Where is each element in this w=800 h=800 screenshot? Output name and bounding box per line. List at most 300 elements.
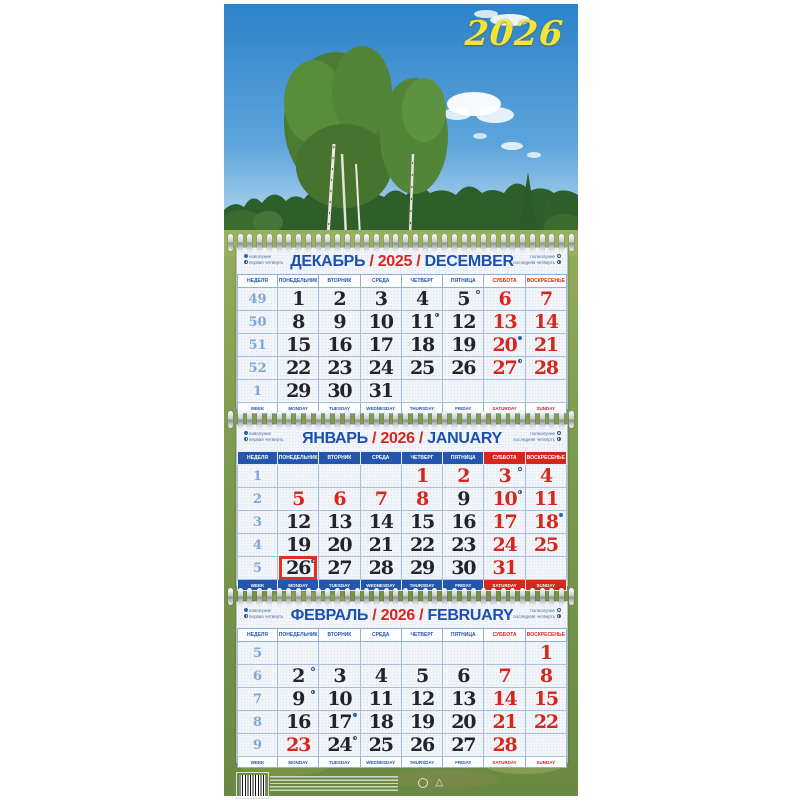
date-cell	[443, 288, 484, 311]
date-number: 15	[409, 511, 434, 533]
date-number: 25	[533, 534, 558, 556]
date-number: 19	[409, 711, 434, 733]
date-number: 17	[327, 711, 352, 733]
date-cell	[319, 311, 360, 334]
week-number: 1	[238, 380, 278, 403]
moon-full-icon	[311, 667, 315, 671]
spiral-loop	[384, 588, 389, 605]
spiral-loop	[335, 411, 340, 428]
date-number: 7	[539, 288, 552, 310]
separator: /	[372, 430, 377, 447]
week-number: 9	[238, 734, 278, 757]
date-number: 7	[374, 488, 387, 510]
day-of-week-header: ПЯТНИЦА	[443, 275, 484, 288]
spiral-loop	[510, 411, 515, 428]
spiral-binding	[228, 588, 574, 605]
date-cell	[278, 334, 319, 357]
spiral-loop	[228, 588, 233, 605]
day-of-week-footer: SUNDAY	[525, 403, 566, 414]
day-of-week-footer: WEDNESDAY	[360, 757, 401, 768]
date-number: 21	[368, 534, 393, 556]
day-of-week-footer: SATURDAY	[484, 757, 525, 768]
date-cell	[360, 311, 401, 334]
day-of-week-header: ВТОРНИК	[319, 452, 360, 465]
date-cell	[484, 380, 525, 403]
moon-lq-icon	[435, 313, 439, 317]
spiral-loop	[510, 234, 515, 251]
date-cell	[360, 734, 401, 757]
spiral-loop	[238, 234, 243, 251]
spiral-loop	[413, 234, 418, 251]
spiral-loop	[471, 588, 476, 605]
week-number: 5	[238, 557, 278, 580]
date-cell	[443, 688, 484, 711]
spiral-loop	[238, 411, 243, 428]
date-number: 8	[415, 488, 428, 510]
date-number: 20	[327, 534, 352, 556]
date-number: 24	[327, 734, 352, 756]
date-number: 25	[368, 734, 393, 756]
date-cell	[525, 688, 566, 711]
legend-label: первая четверть	[249, 614, 284, 619]
date-cell	[525, 288, 566, 311]
month-year: 2025	[377, 253, 413, 270]
month-name-en: JANUARY	[427, 430, 502, 447]
date-number: 22	[409, 534, 434, 556]
date-cell	[319, 557, 360, 580]
day-of-week-footer: FRIDAY	[443, 757, 484, 768]
day-of-week-footer: WEEK	[238, 580, 278, 591]
spiral-loop	[393, 588, 398, 605]
date-number: 10	[368, 311, 393, 333]
spiral-loop	[530, 411, 535, 428]
spiral-loop	[432, 588, 437, 605]
date-number: 9	[333, 311, 346, 333]
legend-label: новолуние	[249, 608, 272, 613]
date-cell	[360, 665, 401, 688]
day-of-week-header: НЕДЕЛЯ	[238, 452, 278, 465]
spiral-loop	[355, 588, 360, 605]
spiral-loop	[345, 411, 350, 428]
separator: /	[419, 607, 424, 624]
date-cell	[443, 334, 484, 357]
recycling-triangle-icon: △	[435, 776, 444, 788]
legend-label: полнолуние	[530, 254, 555, 259]
date-cell	[525, 380, 566, 403]
spiral-loop	[559, 411, 564, 428]
day-of-week-header: ВТОРНИК	[319, 629, 360, 642]
spiral-loop	[442, 234, 447, 251]
day-of-week-footer: SATURDAY	[484, 403, 525, 414]
day-of-week-footer: TUESDAY	[319, 403, 360, 414]
date-number: 28	[533, 357, 558, 379]
date-cell	[443, 711, 484, 734]
date-number: 30	[327, 380, 352, 402]
date-cell	[401, 711, 442, 734]
day-of-week-footer: TUESDAY	[319, 580, 360, 591]
date-cell	[443, 380, 484, 403]
spiral-loop	[462, 234, 467, 251]
spiral-loop	[452, 234, 457, 251]
month-name-en: DECEMBER	[424, 253, 514, 270]
week-number: 1	[238, 465, 278, 488]
date-number: 26	[286, 557, 311, 579]
date-number: 1	[292, 288, 305, 310]
spiral-loop	[257, 588, 262, 605]
full-moon-icon	[557, 254, 561, 258]
spiral-loop	[569, 234, 574, 251]
date-number: 19	[286, 534, 311, 556]
date-number: 5	[457, 288, 470, 310]
date-cell	[278, 380, 319, 403]
spiral-loop	[257, 234, 262, 251]
separator: /	[418, 430, 424, 447]
date-number: 16	[327, 334, 352, 356]
date-cell	[525, 334, 566, 357]
date-cell	[360, 642, 401, 665]
date-number: 27	[327, 557, 352, 579]
week-number: 8	[238, 711, 278, 734]
day-of-week-header: ПЯТНИЦА	[443, 452, 484, 465]
day-of-week-footer: TUESDAY	[319, 757, 360, 768]
legend-label: последняя четверть	[513, 437, 555, 442]
date-number: 19	[451, 334, 476, 356]
date-cell	[443, 511, 484, 534]
calendar-panel	[236, 424, 568, 586]
date-number: 30	[451, 557, 476, 579]
month-name-en: FEBRUARY	[427, 607, 514, 624]
moon-fq-icon	[353, 736, 357, 740]
moon-full-icon	[476, 290, 480, 294]
day-of-week-header: СРЕДА	[360, 275, 401, 288]
day-of-week-footer: THURSDAY	[401, 580, 442, 591]
moon-fq-icon	[518, 359, 522, 363]
date-number: 18	[368, 711, 393, 733]
month-year: 2026	[380, 607, 416, 624]
date-cell	[401, 534, 442, 557]
new-moon-icon	[244, 431, 248, 435]
spiral-loop	[364, 234, 369, 251]
week-number: 7	[238, 688, 278, 711]
moon-full-icon	[518, 467, 522, 471]
date-cell	[319, 711, 360, 734]
date-cell	[401, 642, 442, 665]
spiral-loop	[530, 588, 535, 605]
moon-fq-icon	[311, 559, 315, 563]
date-cell	[484, 734, 525, 757]
date-number: 10	[492, 488, 517, 510]
date-number: 26	[451, 357, 476, 379]
date-number: 31	[368, 380, 393, 402]
calendar-header	[237, 248, 567, 274]
date-cell	[360, 688, 401, 711]
date-number: 12	[451, 311, 476, 333]
date-cell	[484, 334, 525, 357]
date-cell	[360, 488, 401, 511]
date-cell	[401, 380, 442, 403]
date-number: 2	[292, 665, 305, 687]
legend-label: последняя четверть	[513, 614, 555, 619]
spiral-loop	[413, 588, 418, 605]
spiral-loop	[374, 411, 379, 428]
moon-lq-icon	[518, 490, 522, 494]
spiral-loop	[335, 234, 340, 251]
date-number: 15	[533, 688, 558, 710]
legend-label: последняя четверть	[513, 260, 555, 265]
date-cell	[443, 734, 484, 757]
date-number: 11	[368, 688, 393, 710]
date-number: 23	[451, 534, 476, 556]
spiral-loop	[267, 234, 272, 251]
date-cell	[401, 511, 442, 534]
moon-legend-left	[242, 254, 283, 266]
date-cell	[525, 665, 566, 688]
separator: /	[372, 607, 377, 624]
spiral-loop	[228, 411, 233, 428]
spiral-loop	[520, 588, 525, 605]
spiral-loop	[423, 411, 428, 428]
spiral-loop	[325, 588, 330, 605]
calendar-header	[237, 425, 567, 451]
date-cell	[278, 465, 319, 488]
day-of-week-footer: WEDNESDAY	[360, 580, 401, 591]
date-number: 20	[451, 711, 476, 733]
day-of-week-header: СРЕДА	[360, 452, 401, 465]
spiral-loop	[501, 588, 506, 605]
date-number: 21	[533, 334, 558, 356]
calendar-block-december	[224, 234, 578, 412]
date-cell	[525, 734, 566, 757]
separator: /	[369, 253, 374, 270]
date-cell	[319, 380, 360, 403]
day-of-week-footer: SATURDAY	[484, 580, 525, 591]
date-number: 8	[292, 311, 305, 333]
date-number: 29	[409, 557, 434, 579]
moon-legend-right	[513, 254, 562, 266]
date-cell	[443, 465, 484, 488]
spiral-loop	[277, 588, 282, 605]
date-number: 25	[409, 357, 434, 379]
day-of-week-footer: FRIDAY	[443, 580, 484, 591]
date-cell	[525, 311, 566, 334]
spiral-loop	[325, 234, 330, 251]
date-cell	[525, 465, 566, 488]
day-of-week-footer: FRIDAY	[443, 403, 484, 414]
day-of-week-header: ПЯТНИЦА	[443, 629, 484, 642]
date-number: 13	[492, 311, 517, 333]
spiral-loop	[403, 588, 408, 605]
date-cell	[525, 557, 566, 580]
date-cell	[525, 511, 566, 534]
spiral-loop	[549, 588, 554, 605]
date-cell	[484, 688, 525, 711]
date-cell	[443, 357, 484, 380]
day-of-week-header: СУББОТА	[484, 275, 525, 288]
day-of-week-header: СУББОТА	[484, 629, 525, 642]
spiral-loop	[520, 411, 525, 428]
spiral-loop	[442, 411, 447, 428]
spiral-loop	[491, 588, 496, 605]
date-number: 14	[368, 511, 393, 533]
date-cell	[360, 380, 401, 403]
day-of-week-header: ПОНЕДЕЛЬНИК	[278, 452, 319, 465]
first-quarter-icon	[244, 437, 248, 441]
spiral-loop	[481, 234, 486, 251]
spiral-loop	[355, 411, 360, 428]
moon-new-icon	[518, 336, 522, 340]
spiral-loop	[247, 411, 252, 428]
date-cell	[443, 642, 484, 665]
spiral-loop	[393, 411, 398, 428]
date-number: 4	[539, 465, 552, 487]
day-of-week-footer: MONDAY	[278, 757, 319, 768]
date-number: 11	[409, 311, 434, 333]
spiral-loop	[540, 588, 545, 605]
spiral-loop	[501, 411, 506, 428]
spiral-loop	[277, 234, 282, 251]
date-number: 17	[492, 511, 517, 533]
new-moon-icon	[244, 608, 248, 612]
date-cell	[319, 688, 360, 711]
date-number: 12	[286, 511, 311, 533]
spiral-loop	[247, 588, 252, 605]
legend-label: полнолуние	[530, 608, 555, 613]
date-number: 4	[415, 288, 428, 310]
week-number: 52	[238, 357, 278, 380]
day-of-week-footer: WEDNESDAY	[360, 403, 401, 414]
calendar-header	[237, 602, 567, 628]
spiral-loop	[316, 588, 321, 605]
date-cell	[484, 642, 525, 665]
publisher-info-text	[270, 776, 398, 793]
spiral-binding	[228, 411, 574, 428]
date-cell	[401, 357, 442, 380]
date-cell	[401, 688, 442, 711]
date-number: 2	[333, 288, 346, 310]
moon-new-icon	[559, 513, 563, 517]
spiral-loop	[491, 411, 496, 428]
date-cell	[278, 488, 319, 511]
date-number: 17	[368, 334, 393, 356]
date-cell	[484, 311, 525, 334]
date-number: 24	[492, 534, 517, 556]
date-number: 16	[451, 511, 476, 533]
date-cell	[401, 665, 442, 688]
moon-legend-right	[513, 431, 562, 443]
spiral-loop	[238, 588, 243, 605]
first-quarter-icon	[244, 260, 248, 264]
spiral-loop	[471, 234, 476, 251]
spiral-loop	[296, 411, 301, 428]
spiral-loop	[559, 234, 564, 251]
date-number: 14	[492, 688, 517, 710]
date-number: 31	[492, 557, 517, 579]
day-of-week-header: НЕДЕЛЯ	[238, 275, 278, 288]
spiral-loop	[549, 411, 554, 428]
spiral-loop	[510, 588, 515, 605]
spiral-loop	[364, 411, 369, 428]
date-cell	[525, 488, 566, 511]
full-moon-icon	[557, 608, 561, 612]
spiral-loop	[306, 234, 311, 251]
date-number: 6	[498, 288, 511, 310]
calendar-grid	[237, 628, 567, 768]
date-cell	[360, 465, 401, 488]
date-number: 22	[286, 357, 311, 379]
spiral-loop	[471, 411, 476, 428]
date-cell	[443, 311, 484, 334]
legend-label: полнолуние	[530, 431, 555, 436]
spiral-loop	[228, 234, 233, 251]
date-cell	[278, 357, 319, 380]
date-cell	[319, 357, 360, 380]
spiral-loop	[325, 411, 330, 428]
day-of-week-footer: MONDAY	[278, 580, 319, 591]
day-of-week-header: ВОСКРЕСЕНЬЕ	[525, 629, 566, 642]
spiral-loop	[423, 234, 428, 251]
calendar-grid	[237, 451, 567, 591]
date-cell	[401, 288, 442, 311]
date-number: 9	[292, 688, 305, 710]
spiral-loop	[462, 411, 467, 428]
spiral-loop	[306, 411, 311, 428]
spiral-loop	[296, 234, 301, 251]
date-number: 26	[409, 734, 434, 756]
date-number: 11	[533, 488, 558, 510]
spiral-loop	[452, 588, 457, 605]
spiral-loop	[432, 234, 437, 251]
date-cell	[484, 488, 525, 511]
date-cell	[443, 665, 484, 688]
week-number: 3	[238, 511, 278, 534]
spiral-loop	[374, 234, 379, 251]
date-cell	[278, 711, 319, 734]
date-number: 15	[286, 334, 311, 356]
date-cell	[525, 534, 566, 557]
date-number: 1	[415, 465, 428, 487]
last-quarter-icon	[557, 437, 561, 441]
week-number: 50	[238, 311, 278, 334]
date-cell	[360, 557, 401, 580]
date-cell	[360, 511, 401, 534]
spiral-loop	[501, 234, 506, 251]
date-number: 4	[374, 665, 387, 687]
week-number: 51	[238, 334, 278, 357]
spiral-loop	[520, 234, 525, 251]
day-of-week-footer: WEEK	[238, 403, 278, 414]
date-cell	[319, 665, 360, 688]
date-cell	[401, 465, 442, 488]
date-cell	[278, 688, 319, 711]
date-cell	[278, 534, 319, 557]
spiral-loop	[355, 234, 360, 251]
spiral-loop	[452, 411, 457, 428]
spiral-loop	[384, 411, 389, 428]
spiral-loop	[569, 411, 574, 428]
date-cell	[401, 488, 442, 511]
week-number: 5	[238, 642, 278, 665]
date-number: 5	[292, 488, 305, 510]
date-number: 16	[286, 711, 311, 733]
date-cell	[401, 334, 442, 357]
date-cell	[319, 734, 360, 757]
moon-lq-icon	[311, 690, 315, 694]
week-number: 2	[238, 488, 278, 511]
spiral-loop	[267, 411, 272, 428]
date-cell	[278, 511, 319, 534]
spiral-loop	[481, 411, 486, 428]
spiral-binding	[228, 234, 574, 251]
